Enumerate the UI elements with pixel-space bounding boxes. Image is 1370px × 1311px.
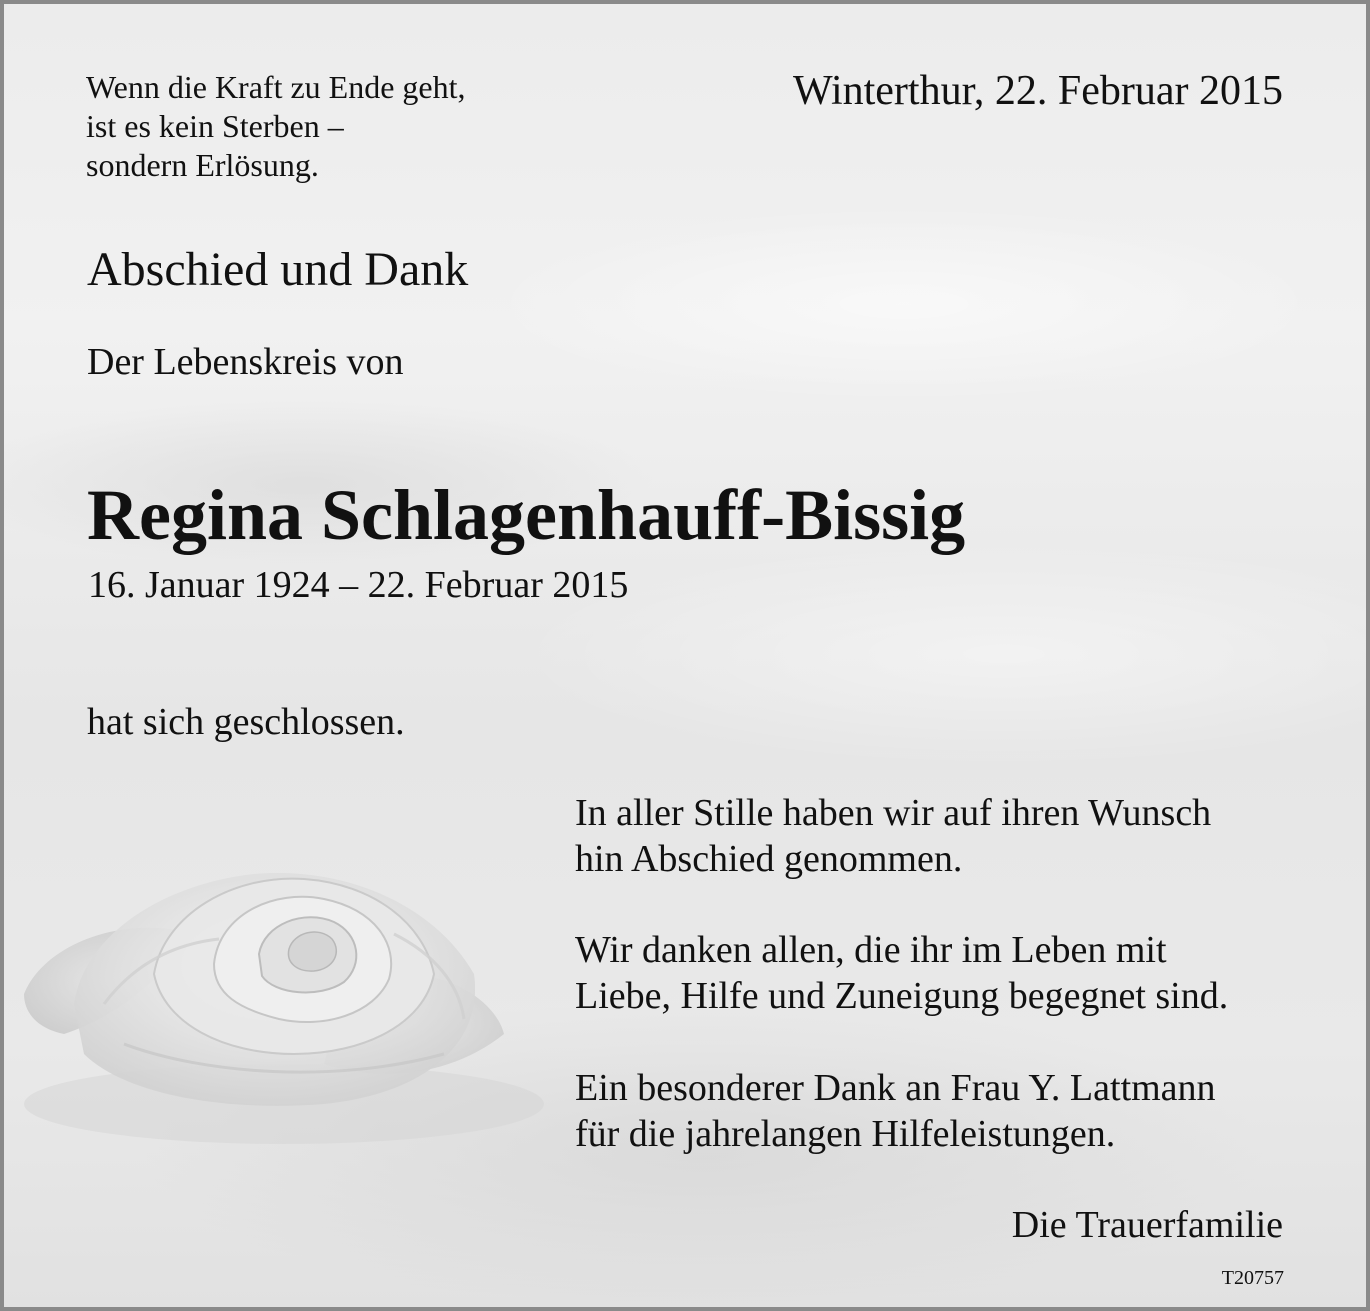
signature: Die Trauerfamilie — [1011, 1204, 1283, 1246]
rose-image — [4, 804, 564, 1144]
deceased-name: Regina Schlagenhauff-Bissig — [87, 475, 966, 555]
paragraph-thanks — [575, 927, 1228, 1019]
paragraph-line: für die jahrelangen Hilfeleistungen. — [575, 1113, 1116, 1155]
paragraph-line: Ein besonderer Dank an Frau Y. Lattmann — [575, 1067, 1216, 1109]
reference-code: T20757 — [1221, 1267, 1284, 1289]
life-dates: 16. Januar 1924 – 22. Februar 2015 — [88, 564, 629, 606]
quote-line: sondern Erlösung. — [86, 147, 319, 183]
paragraph-line: In aller Stille haben wir auf ihren Wunsch — [575, 792, 1212, 834]
place-date: Winterthur, 22. Februar 2015 — [792, 68, 1283, 114]
quote-line: Wenn die Kraft zu Ende geht, — [86, 69, 466, 105]
quote-line: ist es kein Sterben – — [86, 108, 344, 144]
paragraph-line: Wir danken allen, die ihr im Leben mit — [575, 929, 1167, 971]
paragraph-line: Liebe, Hilfe und Zuneigung begegnet sind. — [575, 975, 1229, 1017]
closing-line: hat sich geschlossen. — [87, 701, 405, 743]
paragraph-farewell — [575, 790, 1211, 882]
paragraph-line: hin Abschied genommen. — [575, 838, 963, 880]
heading: Abschied und Dank — [87, 243, 469, 296]
circle-intro: Der Lebenskreis von — [87, 341, 404, 383]
paragraph-special-thanks — [575, 1065, 1216, 1157]
quote — [86, 68, 466, 185]
